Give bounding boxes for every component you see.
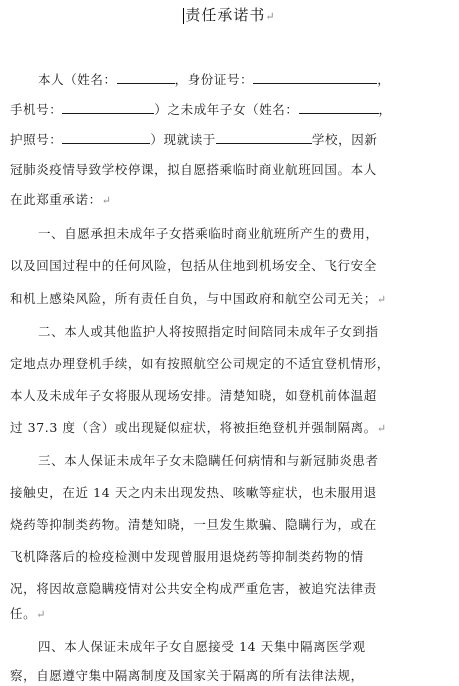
clause-3-line: 况，将因故意隐瞒疫情对公共安全构成严重危害，被追究法律责 — [10, 581, 377, 596]
clause-1-line: 一、自愿承担未成年子女搭乘临时商业航班所产生的费用， — [38, 226, 379, 241]
phone-blank[interactable] — [62, 100, 154, 114]
line-passport-school: 护照号： ）现就读于 学校，因新 — [10, 132, 378, 147]
clause-3-line: 飞机降落后的检疫检测中发现曾服用退烧药等抑制类药物的情 — [10, 549, 364, 564]
line-phone-child: 手机号： ）之未成年子女（姓名： ， — [10, 102, 392, 117]
document-title — [0, 4, 459, 25]
clause-1-line: 以及回国过程中的任何风险，包括从住地到机场安全、飞行安全 — [10, 258, 377, 273]
clause-2-line: 本人及未成年子女将服从现场安排。清楚知晓，如登机前体温超 — [10, 388, 377, 403]
clause-2-line: 二、本人或其他监护人将按照指定时间陪同未成年子女到指 — [38, 324, 379, 339]
clause-4-line: 四、本人保证未成年子女自愿接受 14 天集中隔离医学观 — [38, 639, 366, 654]
clause-1-line: 和机上感染风险，所有责任自负，与中国政府和航空公司无关；↵ — [10, 291, 387, 306]
paragraph-mark-icon: ↵ — [101, 194, 112, 207]
paragraph-mark-icon: ↵ — [265, 10, 276, 23]
body-line: 在此郑重承诺：↵ — [10, 192, 112, 207]
clause-4-line: 察，自愿遵守集中隔离制度及国家关于隔离的所有法律法规， — [10, 668, 364, 683]
id-number-blank[interactable] — [253, 70, 377, 84]
child-name-blank[interactable] — [299, 100, 379, 114]
paragraph-mark-icon: ↵ — [376, 422, 387, 435]
name-blank[interactable] — [117, 70, 175, 84]
clause-2-line: 过 37.3 度（含）或出现疑似症状，将被拒绝登机并强制隔离。↵ — [10, 420, 387, 435]
clause-3-line: 烧药等抑制类药物。清楚知晓，一旦发生欺骗、隐瞒行为，或在 — [10, 517, 377, 532]
line-name-id: 本人（姓名： ，身份证号： ， — [38, 72, 391, 87]
clause-3-line: 任。↵ — [10, 606, 47, 621]
title-text: 责任承诺书 — [185, 6, 266, 24]
clause-3-line: 三、本人保证未成年子女未隐瞒任何病情和与新冠肺炎患者 — [38, 453, 379, 468]
school-blank[interactable] — [216, 130, 312, 144]
clause-2-line: 定地点办理登机手续，如有按照航空公司规定的不适宜登机情形， — [10, 356, 390, 371]
passport-blank[interactable] — [62, 130, 150, 144]
paragraph-mark-icon: ↵ — [36, 608, 47, 621]
clause-3-line: 接触史，在近 14 天之内未出现发热、咳嗽等症状，也未服用退 — [10, 485, 377, 500]
paragraph-mark-icon: ↵ — [376, 293, 387, 306]
body-line: 冠肺炎疫情导致学校停课，拟自愿搭乘临时商业航班回国。本人 — [10, 162, 377, 177]
